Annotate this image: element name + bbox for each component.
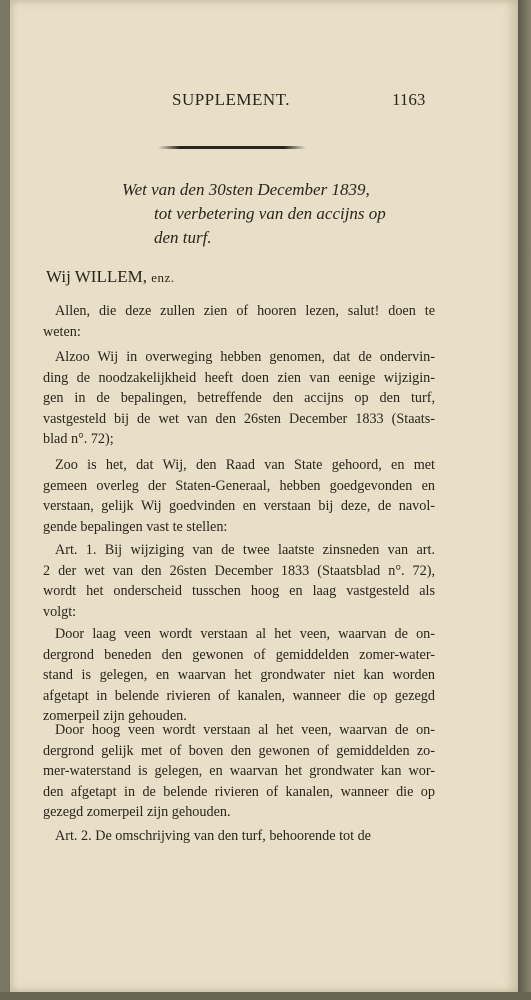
sovereign-name: Wij WILLEM, [46, 267, 147, 286]
text-line: ding de noodzakelijkheid heeft doen zien van eenige wijzigin- [43, 369, 435, 386]
paragraph-hoog-veen [43, 720, 435, 823]
text-line: blad n°. 72); [43, 431, 114, 447]
text-line: gende bepalingen vast te stellen: [43, 518, 228, 535]
text-line: Alzoo Wij in overweging hebben genomen, dat de ondervin- [55, 349, 435, 365]
paragraph-enacting [43, 455, 435, 537]
text-line: Door hoog veen wordt verstaan al het veen, waarvan de on- [55, 722, 435, 738]
paragraph-greeting [43, 301, 435, 342]
text-line: wordt het onderscheid tusschen hoog en laag vastgesteld als [43, 583, 435, 599]
running-head [10, 90, 518, 112]
text-line: dergrond gelijk met of boven den gewonen of gemiddelden zo- [43, 742, 435, 759]
title-line: den turf. [154, 228, 212, 247]
text-line: Zoo is het, dat Wij, den Raad van State gehoord, en met [55, 457, 435, 473]
ornamental-rule [158, 146, 306, 149]
paragraph-article-1 [43, 540, 435, 622]
text-line: weten: [43, 323, 81, 340]
title-line: Wet van den 30sten December 1839, [122, 180, 370, 199]
law-title [122, 178, 442, 250]
text-line: zomerpeil zijn gehouden. [43, 708, 187, 724]
enactment-heading [46, 267, 175, 287]
paragraph-preamble [43, 347, 435, 450]
page-number: 1163 [392, 90, 426, 109]
bottom-strip [0, 992, 531, 1000]
text-line: Door laag veen wordt verstaan al het veen, waarvan de on- [55, 626, 435, 642]
heading-suffix: enz. [151, 270, 175, 285]
text-line: den afgetapt in de belende rivieren of kanalen, wanneer die op [43, 783, 435, 800]
text-line: stand is gelegen, en waarvan het grondwater niet kan worden [43, 667, 435, 683]
text-line: Art. 2. De omschrijving van den turf, behoorende tot de [55, 828, 371, 844]
running-head-title: SUPPLEMENT. [172, 90, 291, 109]
text-line: dergrond beneden den gewonen of gemiddelden zomer-water- [43, 646, 435, 663]
text-line: 2 der wet van den 26sten December 1833 (Staatsblad n°. 72), [43, 562, 435, 579]
text-line: verstaan, gelijk Wij goedvinden en verstaan bij deze, de navol- [43, 498, 435, 514]
text-line: mer-waterstand is gelegen, en waarvan het grondwater kan wor- [43, 763, 435, 779]
title-line: tot verbetering van den accijns op [154, 204, 386, 223]
text-line: volgt: [43, 603, 77, 620]
text-line: gemeen overleg der Staten-Generaal, hebben goedgevonden en [43, 477, 435, 494]
text-line: Art. 1. Bij wijziging van de twee laatste zinsneden van art. [55, 542, 435, 558]
book-page [10, 0, 518, 992]
paragraph-laag-veen [43, 624, 435, 727]
text-line: Allen, die deze zullen zien of hooren lezen, salut! doen te [55, 303, 435, 319]
text-line: afgetapt in belende rivieren of kanalen, wanneer die op gezegd [43, 687, 435, 704]
page-edge-shadow [518, 0, 531, 1000]
text-line: vastgesteld bij de wet van den 26sten December 1833 (Staats- [43, 410, 435, 427]
text-line: gen in de bepalingen, betreffende den accijns op den turf, [43, 390, 435, 406]
paragraph-article-2 [43, 826, 435, 847]
text-line: gezegd zomerpeil zijn gehouden. [43, 804, 231, 820]
